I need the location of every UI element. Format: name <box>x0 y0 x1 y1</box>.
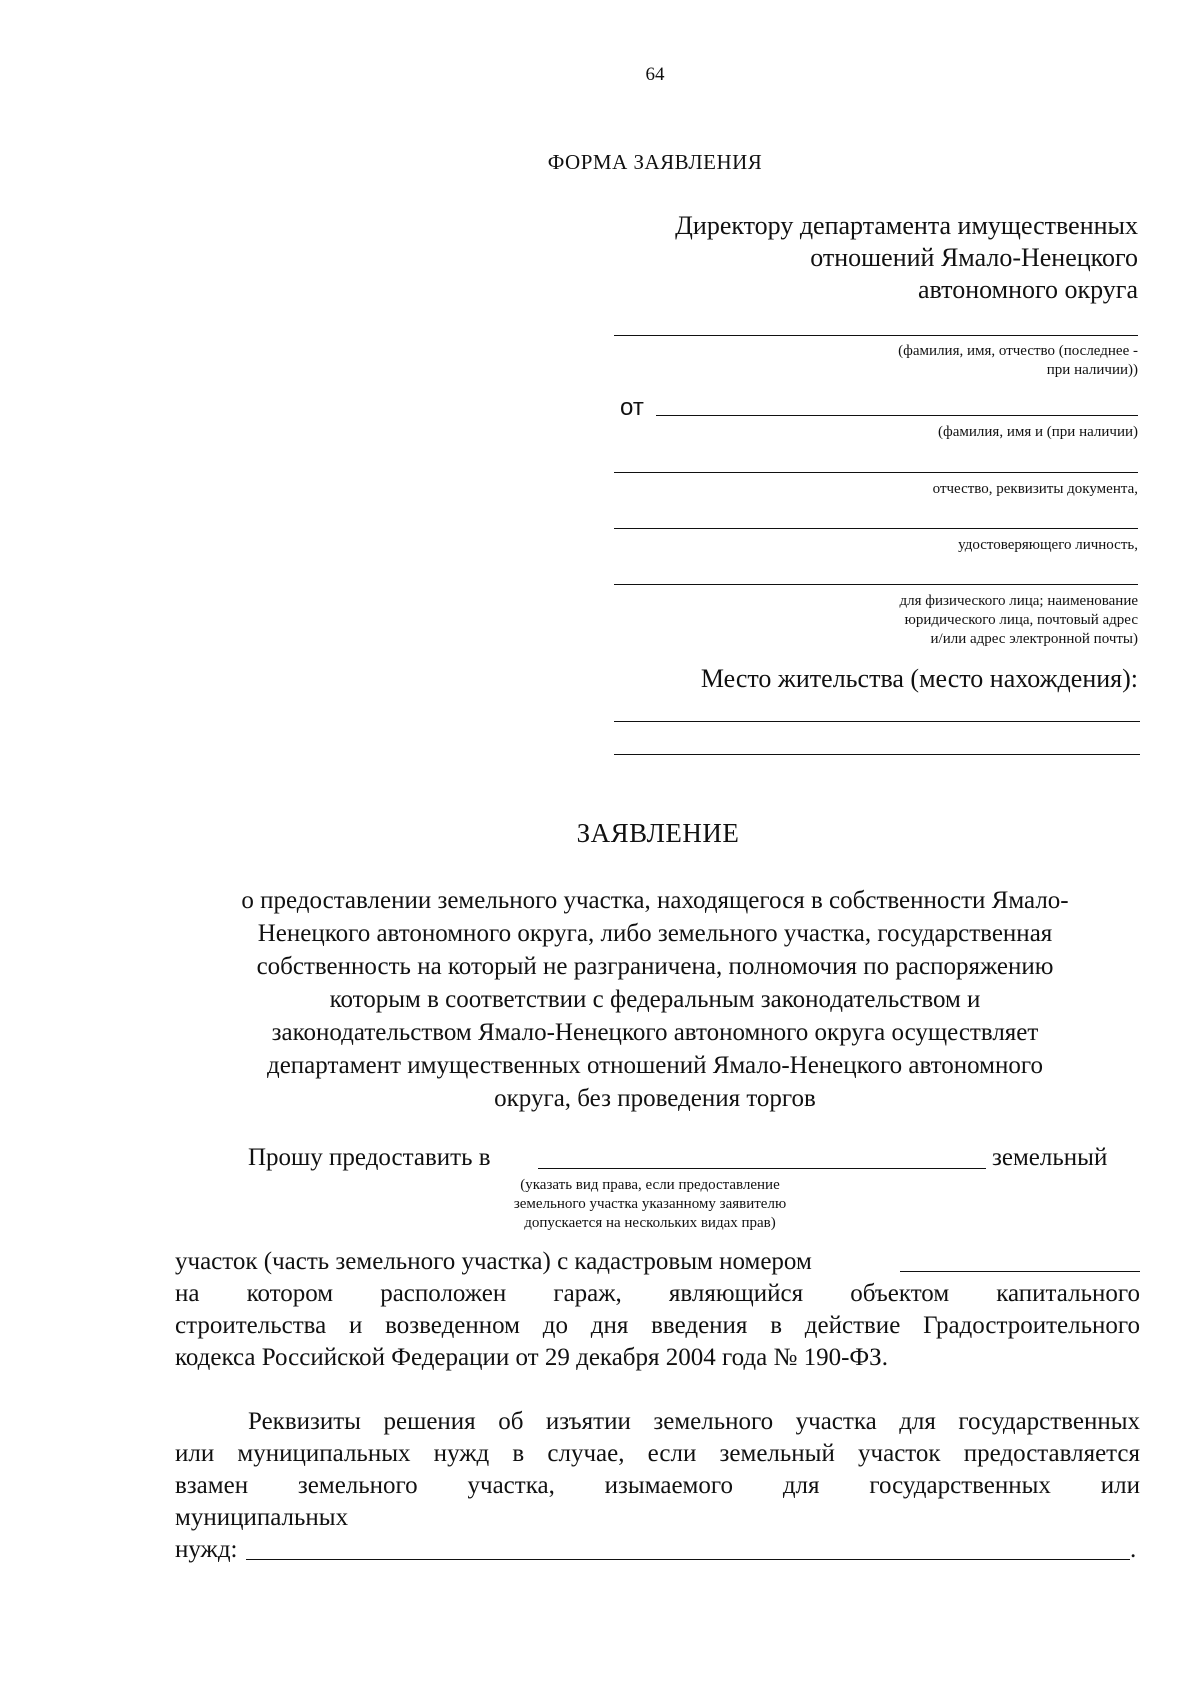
right-type-field[interactable] <box>538 1168 986 1169</box>
requisites-line: Реквизиты решения об изъятии земельного участка для государственных <box>248 1408 1140 1435</box>
subject-line: департамент имущественных отношений Ямало-Ненецкого автономного <box>266 1052 1044 1079</box>
requisites-line: взамен земельного участка, изымаемого для государственных или <box>175 1472 1140 1499</box>
caption-line: при наличии)) <box>1046 362 1138 378</box>
hint-line: допускается на нескольких видах прав) <box>524 1215 776 1231</box>
subject-line: законодательством Ямало-Ненецкого автономного округа осуществляет <box>271 1019 1039 1046</box>
application-subject <box>170 884 1140 1115</box>
applicant-name-caption: (фамилия, имя и (при наличии) <box>938 424 1138 440</box>
subject-line: Ненецкого автономного округа, либо земельного участка, государственная <box>257 920 1053 947</box>
caption-line: и/или адрес электронной почты) <box>930 631 1138 647</box>
addressee-line: Директору департамента имущественных <box>675 211 1138 240</box>
director-name-caption <box>638 342 1138 380</box>
hint-line: земельного участка указанному заявителю <box>513 1196 787 1212</box>
needs-field[interactable] <box>246 1559 1130 1560</box>
cadastral-line: участок (часть земельного участка) с кадастровым номером <box>175 1248 812 1275</box>
addressee-line: автономного округа <box>918 275 1138 304</box>
request-line: на котором расположен гараж, являющийся объектом капитального <box>175 1280 1140 1307</box>
caption-line: юридического лица, почтовый адрес <box>904 612 1138 628</box>
director-name-field[interactable] <box>614 335 1138 336</box>
applicant-name-field[interactable] <box>656 415 1138 416</box>
application-title: ЗАЯВЛЕНИЕ <box>576 818 740 848</box>
request-line: кодекса Российской Федерации от 29 декабря 2004 года № 190-ФЗ. <box>175 1344 888 1371</box>
needs-end-mark: . <box>1130 1536 1137 1563</box>
subject-line: о предоставлении земельного участка, находящегося в собственности Ямало- <box>241 887 1069 914</box>
residence-field-1[interactable] <box>614 721 1140 722</box>
form-title: ФОРМА ЗАЯВЛЕНИЯ <box>547 150 763 174</box>
residence-field-2[interactable] <box>614 754 1140 755</box>
subject-line: округа, без проведения торгов <box>494 1085 816 1112</box>
hint-line: (указать вид права, если предоставление <box>520 1177 780 1193</box>
from-label: от <box>620 394 644 421</box>
subject-line: которым в соответствии с федеральным законодательством и <box>329 986 981 1013</box>
requisites-line: или муниципальных нужд в случае, если земельный участок предоставляется <box>175 1440 1140 1467</box>
cadastral-number-field[interactable] <box>900 1271 1140 1272</box>
needs-label: нужд: <box>175 1536 238 1563</box>
applicant-legal-field[interactable] <box>614 584 1138 585</box>
right-type-hint <box>430 1176 870 1233</box>
subject-line: собственность на который не разграничена, полномочия по распоряжению <box>256 953 1054 980</box>
page-number: 64 <box>645 64 665 85</box>
applicant-identity-caption: удостоверяющего личность, <box>958 537 1138 553</box>
requisites-line: муниципальных <box>175 1504 349 1531</box>
request-suffix: земельный <box>992 1144 1108 1171</box>
request-line: строительства и возведенном до дня введения в действие Градостроительного <box>175 1312 1140 1339</box>
caption-line: для физического лица; наименование <box>899 593 1138 609</box>
addressee-line: отношений Ямало-Ненецкого <box>810 243 1138 272</box>
applicant-patronymic-field[interactable] <box>614 472 1138 473</box>
caption-line: (фамилия, имя, отчество (последнее - <box>898 343 1138 359</box>
addressee-block <box>518 210 1138 306</box>
residence-label: Место жительства (место нахождения): <box>700 664 1138 693</box>
applicant-patronymic-caption: отчество, реквизиты документа, <box>932 481 1138 497</box>
applicant-identity-field[interactable] <box>614 528 1138 529</box>
applicant-legal-caption <box>638 592 1138 649</box>
request-prefix: Прошу предоставить в <box>248 1144 491 1171</box>
